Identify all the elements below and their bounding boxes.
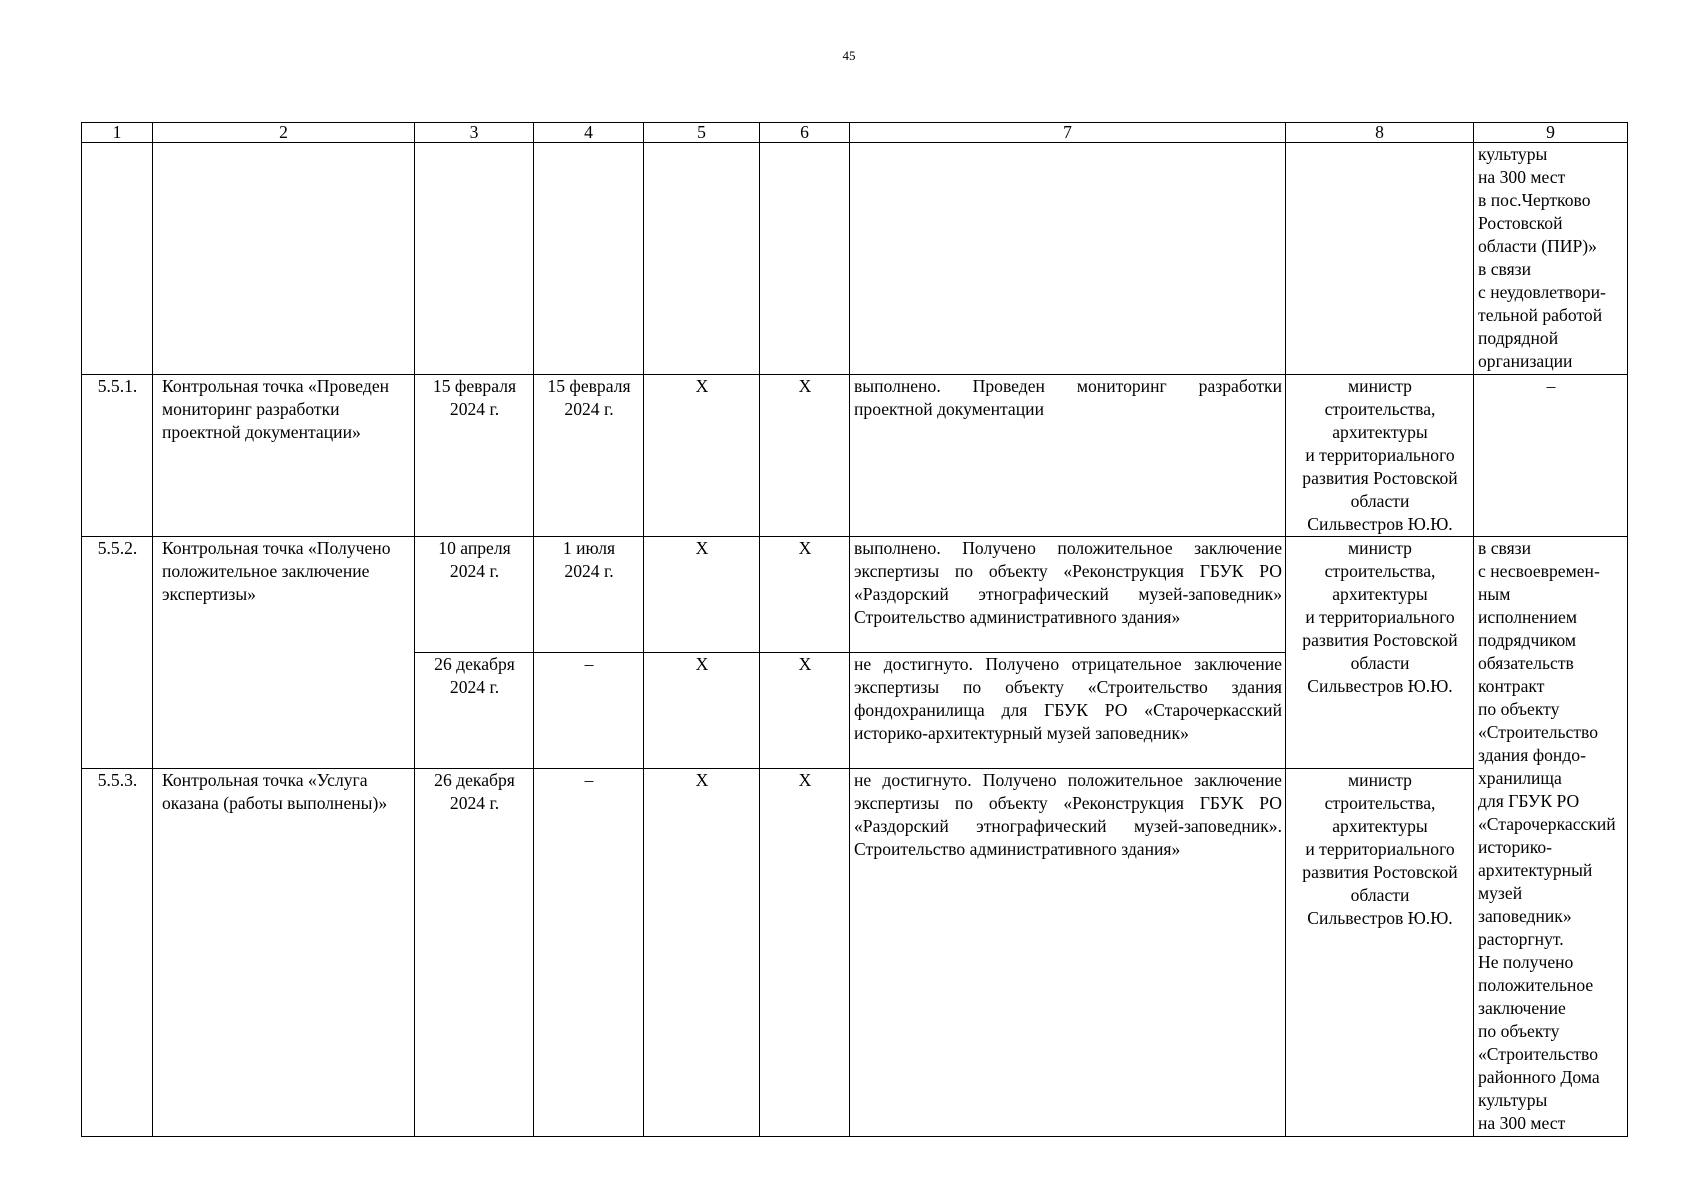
note-line: положительное [1478, 975, 1594, 995]
responsible-person [1286, 537, 1474, 769]
note-line: организации [1478, 351, 1573, 371]
report-table [81, 122, 1628, 1137]
table-cell [153, 143, 415, 375]
date-line: 2024 г. [449, 793, 500, 813]
note-line: расторгнут. [1478, 929, 1564, 949]
note-line: архитектурный [1478, 860, 1593, 880]
responsible-line: развития Ростовской [1302, 468, 1458, 488]
table-row-5-5-1 [82, 375, 1628, 537]
note-line: «Строительство [1478, 1044, 1598, 1064]
note-line: области (ПИР)» [1478, 236, 1597, 256]
responsible-line: и территориального [1305, 445, 1455, 465]
column-header-2: 2 [153, 123, 415, 143]
planned-date [415, 375, 534, 537]
actual-date [534, 375, 644, 537]
status-text: выполнено. Проведен мониторинг разработки проектной документации [850, 375, 1286, 537]
actual-date: – [534, 769, 644, 1137]
responsible-line: Сильвестров Ю.Ю. [1307, 676, 1453, 696]
control-point-name: Контрольная точка «Проведен мониторинг разработки проектной документации» [153, 375, 415, 537]
planned-date [415, 769, 534, 1137]
row-number: 5.5.3. [82, 769, 153, 1137]
column-header-9: 9 [1474, 123, 1628, 143]
table-cell [644, 143, 760, 375]
note-line: тельной работой [1478, 305, 1603, 325]
column-header-3: 3 [415, 123, 534, 143]
table-row-5-5-3 [82, 769, 1628, 1137]
column-header-4: 4 [534, 123, 644, 143]
table-cell [82, 143, 153, 375]
responsible-person [1286, 769, 1474, 1137]
note-line: «Строительство [1478, 722, 1598, 742]
note-line: Не получено [1478, 952, 1574, 972]
responsible-line: архитектуры [1332, 422, 1428, 442]
table-row-continued [82, 143, 1628, 375]
note-line: Ростовской [1478, 213, 1563, 233]
col5-mark: Х [644, 769, 760, 1137]
note-line: здания фондо- [1478, 745, 1586, 765]
note-line: подрядчиком [1478, 630, 1577, 650]
table-cell [850, 143, 1286, 375]
table-cell [1286, 143, 1474, 375]
responsible-line: министр [1348, 770, 1412, 790]
col6-mark: Х [760, 375, 850, 537]
table-row-5-5-2 [82, 537, 1628, 653]
note-line: на 300 мест [1478, 1113, 1566, 1133]
note-line: заключение [1478, 998, 1566, 1018]
note-line: хранилища [1478, 768, 1562, 788]
date-line: 2024 г. [449, 561, 500, 581]
note-cell [1474, 537, 1628, 1137]
date-line: 1 июля [562, 538, 616, 558]
status-text: выполнено. Получено положительное заключение экспертизы по объекту «Реконструкция ГБУК РО «Раздорский этнографический музей-заповедник» Строительство административного здания» [850, 537, 1286, 653]
date-line: 2024 г. [449, 399, 500, 419]
responsible-line: и территориального [1305, 839, 1455, 859]
note-cell-continued [1474, 143, 1628, 375]
note-line: районного Дома [1478, 1067, 1600, 1087]
note-line: исполнением [1478, 607, 1577, 627]
col6-mark: Х [760, 537, 850, 653]
note-line: в пос.Чертково [1478, 190, 1591, 210]
note-cell: – [1474, 375, 1628, 537]
note-line: по объекту [1478, 699, 1560, 719]
note-line: обязательств [1478, 653, 1574, 673]
status-text: не достигнуто. Получено отрицательное заключение экспертизы по объекту «Строительство здания фондохранилища для ГБУК РО «Старочеркасский историко-архитектурный музей заповедник» [850, 653, 1286, 769]
responsible-line: и территориального [1305, 607, 1455, 627]
table-cell [415, 143, 534, 375]
col5-mark: Х [644, 537, 760, 653]
date-line: 2024 г. [564, 561, 614, 581]
col5-mark: Х [644, 375, 760, 537]
note-line: в связи [1478, 259, 1532, 279]
date-line: 26 декабря [434, 770, 515, 790]
responsible-line: области [1350, 491, 1410, 511]
page-number: 45 [842, 48, 856, 63]
note-line: ным [1478, 584, 1511, 604]
actual-date [534, 537, 644, 653]
responsible-person [1286, 375, 1474, 537]
row-number: 5.5.2. [82, 537, 153, 769]
note-line: «Старочеркасский [1478, 814, 1616, 834]
note-line: музей [1478, 883, 1523, 903]
note-line: с несвоевремен- [1478, 561, 1600, 581]
responsible-line: строительства, [1324, 561, 1436, 581]
actual-date: – [534, 653, 644, 769]
note-line: историко- [1478, 837, 1552, 857]
responsible-line: Сильвестров Ю.Ю. [1307, 908, 1453, 928]
table-cell [760, 143, 850, 375]
date-line: 15 февраля [432, 376, 517, 396]
row-number: 5.5.1. [82, 375, 153, 537]
planned-date [415, 537, 534, 653]
col5-mark: Х [644, 653, 760, 769]
status-text: не достигнуто. Получено положительное заключение экспертизы по объекту «Реконструкция ГБУК РО «Раздорский этнографический музей-заповедник». Строительство административного здания» [850, 769, 1286, 1137]
date-line: 26 декабря [434, 654, 515, 674]
control-point-name: Контрольная точка «Услуга оказана (работы выполнены)» [153, 769, 415, 1137]
responsible-line: развития Ростовской [1302, 630, 1458, 650]
column-header-5: 5 [644, 123, 760, 143]
responsible-line: строительства, [1324, 399, 1436, 419]
responsible-line: министр [1348, 538, 1412, 558]
note-line: подрядной [1478, 328, 1559, 348]
column-header-7: 7 [850, 123, 1286, 143]
responsible-line: архитектуры [1332, 816, 1428, 836]
col6-mark: Х [760, 653, 850, 769]
header-row [82, 123, 1628, 143]
date-line: 15 февраля [547, 376, 631, 396]
date-line: 2024 г. [564, 399, 614, 419]
responsible-line: развития Ростовской [1302, 862, 1458, 882]
control-point-name: Контрольная точка «Получено положительное заключение экспертизы» [153, 537, 415, 769]
responsible-line: строительства, [1324, 793, 1436, 813]
col6-mark: Х [760, 769, 850, 1137]
responsible-line: министр [1348, 376, 1412, 396]
note-line: для ГБУК РО [1478, 791, 1580, 811]
date-line: 10 апреля [438, 538, 511, 558]
note-line: заповедник» [1478, 906, 1572, 926]
responsible-line: архитектуры [1332, 584, 1428, 604]
note-line: по объекту [1478, 1021, 1560, 1041]
column-header-6: 6 [760, 123, 850, 143]
responsible-line: Сильвестров Ю.Ю. [1307, 514, 1453, 534]
note-line: на 300 мест [1478, 167, 1566, 187]
table-cell [534, 143, 644, 375]
note-line: в связи [1478, 538, 1532, 558]
note-line: культуры [1478, 144, 1548, 164]
column-header-8: 8 [1286, 123, 1474, 143]
note-line: культуры [1478, 1090, 1548, 1110]
planned-date [415, 653, 534, 769]
column-header-1: 1 [82, 123, 153, 143]
responsible-line: области [1350, 885, 1410, 905]
note-line: с неудовлетвори- [1478, 282, 1606, 302]
date-line: 2024 г. [449, 677, 500, 697]
responsible-line: области [1350, 653, 1410, 673]
note-line: контракт [1478, 676, 1545, 696]
